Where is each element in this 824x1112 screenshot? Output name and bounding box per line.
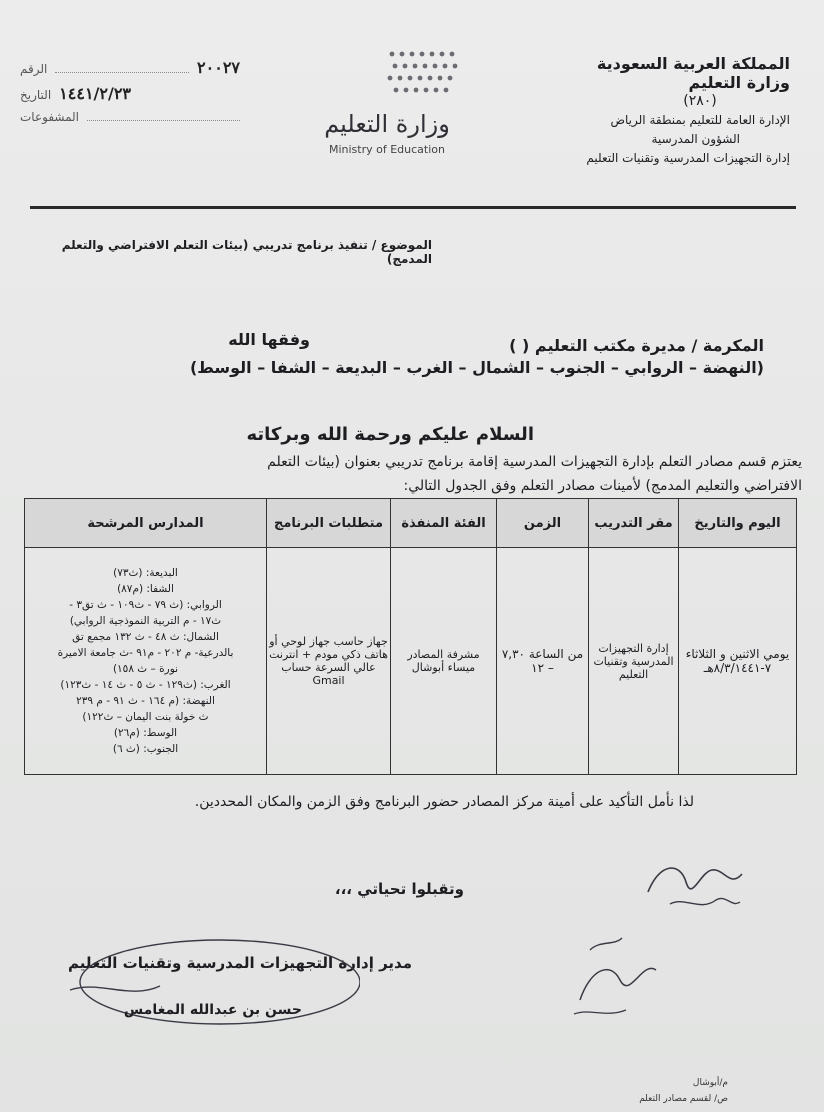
handwritten-date-icon bbox=[560, 930, 670, 1020]
training-schedule-table bbox=[24, 498, 797, 775]
logo-text-english: Ministry of Education bbox=[328, 143, 445, 156]
recipient-line: المكرمة / مديرة مكتب التعليم ( ) bbox=[509, 336, 764, 355]
school-line: الجنوب: (ث ٦) bbox=[112, 743, 179, 755]
letterhead-left bbox=[20, 58, 240, 136]
header-venue: مقر التدريب bbox=[589, 499, 679, 548]
number-row bbox=[20, 58, 240, 84]
confirmation-text: لذا نأمل التأكيد على أمينة مركز المصادر حضور البرنامج وفق الزمن والمكان المحددين. bbox=[194, 794, 694, 810]
school-line: نورة – ث ١٥٨) bbox=[112, 663, 179, 675]
letterhead-right bbox=[560, 54, 790, 168]
cell-venue: إدارة التجهيزات المدرسية وتقنيات التعليم bbox=[589, 548, 679, 775]
footer-copy: ص/ لقسم مصادر التعلم bbox=[639, 1094, 728, 1104]
kingdom-name: المملكة العربية السعودية bbox=[596, 54, 790, 73]
header-time: الزمن bbox=[497, 499, 589, 548]
signatory-title: مدير إدارة التجهيزات المدرسية وتقنيات التعليم bbox=[68, 954, 412, 972]
signatory-name: حسن بن عبدالله المغامس bbox=[123, 1002, 302, 1018]
signature-stamp-icon bbox=[60, 920, 360, 1040]
attachments-row bbox=[20, 110, 240, 136]
school-line: الشمال: ث ٤٨ - ث ١٣٢ مجمع تق bbox=[72, 631, 219, 643]
school-line: الوسط: (م٢٦) bbox=[113, 727, 178, 739]
number-label: الرقم bbox=[20, 62, 48, 76]
header-day-date: اليوم والتاريخ bbox=[679, 499, 797, 548]
school-line: بالدرعية- م ٢٠٢ - م٩١ -ث جامعة الاميرة bbox=[57, 647, 234, 659]
footer-initials: م/أبوشال bbox=[692, 1078, 728, 1088]
intro-line-2: الافتراضي والتعليم المدمج) لأمينات مصادر التعلم وفق الجدول التالي: bbox=[403, 478, 802, 494]
school-line: الغرب: (ث١٢٩ - ث ٥ - ث ١٤ - ث١٢٣) bbox=[60, 679, 231, 691]
number-value: ٢٠٠٢٧ bbox=[197, 58, 240, 77]
attachments-dots bbox=[87, 119, 240, 121]
cell-time: من الساعة ٧,٣٠ – ١٢ bbox=[497, 548, 589, 775]
office-code: (٢٨٠) bbox=[683, 93, 717, 109]
header-divider bbox=[30, 206, 796, 209]
header-requirements: متطلبات البرنامج bbox=[267, 499, 391, 548]
offices-line: (النهضة – الروابي – الجنوب – الشمال – الغرب – البديعة – الشفا – الوسط) bbox=[189, 358, 764, 377]
subject-line: الموضوع / تنفيذ برنامج تدريبي (بيئات التعلم الافتراضي والتعلم المدمج) bbox=[61, 238, 432, 266]
logo-dots-icon bbox=[312, 48, 472, 108]
date-label: التاريخ bbox=[20, 88, 52, 102]
date-value: ١٤٤١/٢/٢٣ bbox=[59, 84, 131, 103]
greeting: السلام عليكم ورحمة الله وبركاته bbox=[246, 424, 534, 445]
cell-schools bbox=[25, 548, 267, 775]
table-header-row bbox=[25, 499, 797, 548]
cell-day-date: يومي الاثنين و الثلاثاء ٧-٨/٣/١٤٤١هـ bbox=[679, 548, 797, 775]
ministry-logo bbox=[312, 48, 472, 163]
cell-target: مشرفة المصادر ميساء أبوشال bbox=[391, 548, 497, 775]
intro-line-1: يعتزم قسم مصادر التعلم بإدارة التجهيزات المدرسية إقامة برنامج تدريبي بعنوان (بيئات التعلم bbox=[267, 454, 802, 470]
cell-requirements: جهاز حاسب جهاز لوحي أو هاتف ذكي مودم + انترنت عالي السرعة حساب Gmail bbox=[267, 548, 391, 775]
blessing-text: وفقها الله bbox=[228, 330, 310, 349]
school-line: ث خولة بنت اليمان – ث١٢٢) bbox=[82, 711, 209, 723]
header-target: الفئة المنفذة bbox=[391, 499, 497, 548]
handwritten-annotation-icon bbox=[640, 852, 750, 922]
affairs-name: الشؤون المدرسية bbox=[651, 132, 740, 146]
date-row bbox=[20, 84, 240, 110]
school-line: الشفا: (م٨٧) bbox=[117, 583, 174, 595]
table-row bbox=[25, 548, 797, 775]
school-line: الروابي: (ث ٧٩ - ث١٠٩ - ث تق٣ - bbox=[69, 599, 222, 611]
school-line: البديعة: (ث٧٣) bbox=[113, 567, 178, 579]
directorate-name: الإدارة العامة للتعليم بمنطقة الرياض bbox=[610, 113, 790, 127]
attachments-label: المشفوعات bbox=[20, 110, 80, 124]
school-line: ث١٧ - م التربية النموذجية الروابي) bbox=[69, 615, 222, 627]
number-dots bbox=[55, 71, 189, 73]
logo-text-arabic: وزارة التعليم bbox=[324, 110, 450, 138]
department-name: إدارة التجهيزات المدرسية وتقنيات التعليم bbox=[586, 151, 790, 165]
ministry-name: وزارة التعليم bbox=[688, 73, 790, 92]
closing-text: وتقبلوا تحياتي ،،، bbox=[334, 880, 464, 898]
school-line: النهضة: (م ١٦٤ - ث ٩١ - م ٢٣٩ bbox=[76, 695, 215, 707]
header-schools: المدارس المرشحة bbox=[25, 499, 267, 548]
